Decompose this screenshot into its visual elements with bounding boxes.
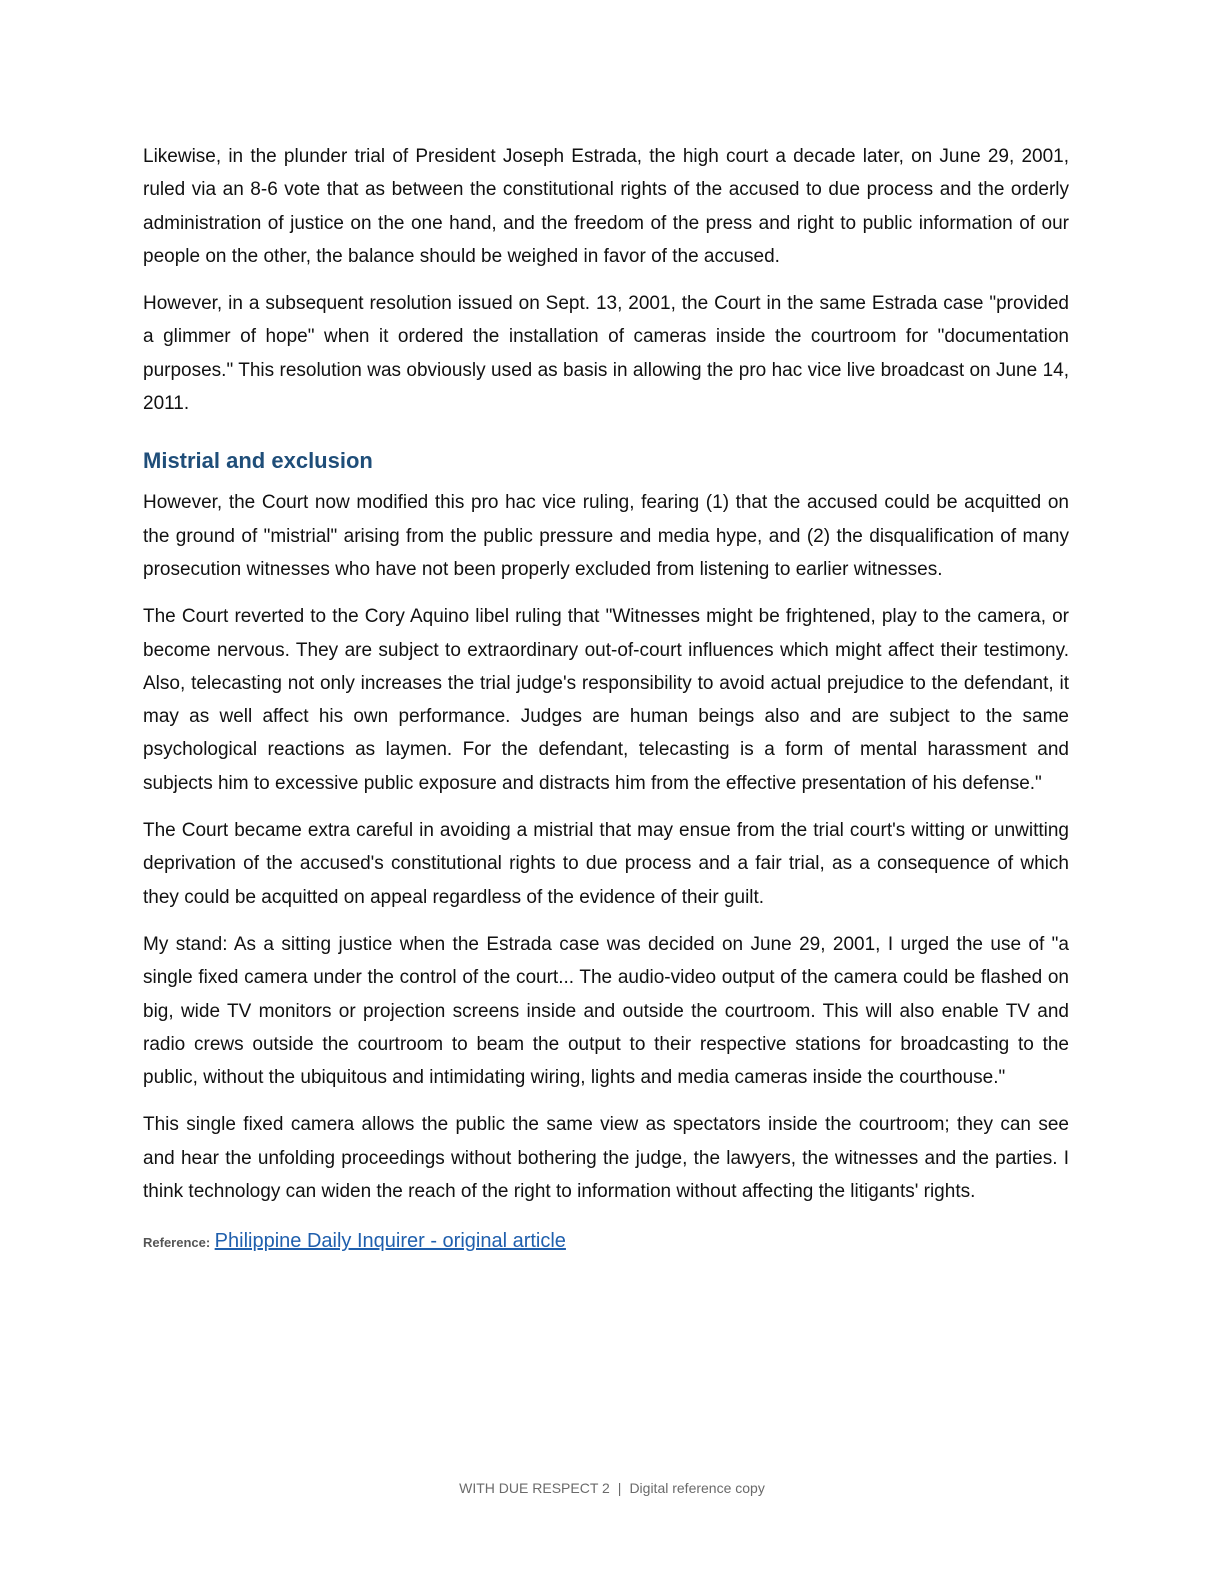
reference-link[interactable]: Philippine Daily Inquirer - original article: [214, 1230, 566, 1253]
paragraph-single-fixed-camera: This single fixed camera allows the public the same view as spectators inside the courtroom; they can see and hear the unfolding proceedings without bothering the judge, the lawyers, the witnesses and the parties. I think technology can widen the reach of the right to information without affecting the litigants' rights.: [143, 1114, 1069, 1203]
paragraph-modified-ruling: However, the Court now modified this pro hac vice ruling, fearing (1) that the accused could be acquitted on the ground of "mistrial" arising from the public pressure and media hype, and (2) the disqualification of many prosecution witnesses who have not been properly excluded from listening to earlier witnesses.: [143, 492, 1069, 580]
page-footer: [0, 1478, 1224, 1498]
reference-line: [143, 1226, 1069, 1258]
paragraph-subsequent-resolution: However, in a subsequent resolution issued on Sept. 13, 2001, the Court in the same Estrada case "provided a glimmer of hope" when it ordered the installation of cameras inside the courtroom for "documentation purposes." This resolution was obviously used as basis in allowing the pro hac vice live broadcast on June 14, 2011.: [143, 293, 1069, 415]
footer-separator: |: [617, 1480, 622, 1496]
footer-subtitle: Digital reference copy: [629, 1480, 765, 1496]
section-heading: Mistrial and exclusion: [143, 448, 373, 474]
paragraph-aquino-libel-ruling: The Court reverted to the Cory Aquino libel ruling that "Witnesses might be frightened, play to the camera, or become nervous. They are subject to extraordinary out-of-court influences which might affect their testimony. Also, telecasting not only increases the trial judge's responsibility to avoid actual prejudice to the defendant, it may as well affect his own performance. Judges are human beings also and are subject to the same psychological reactions as laymen. For the defendant, telecasting is a form of mental harassment and subjects him to excessive public exposure and distracts him from the effective presentation of his defense.": [143, 606, 1069, 794]
reference-label: Reference:: [143, 1235, 211, 1251]
document-body: [143, 140, 1069, 1258]
paragraph-estrada-ruling: Likewise, in the plunder trial of President Joseph Estrada, the high court a decade later, on June 29, 2001, ruled via an 8-6 vote that as between the constitutional rights of the accused to due process and the orderly administration of justice on the one hand, and the freedom of the press and right to public information of our people on the other, the balance should be weighed in favor of the accused.: [143, 146, 1069, 267]
paragraph-avoiding-mistrial: The Court became extra careful in avoiding a mistrial that may ensue from the trial court's witting or unwitting deprivation of the accused's constitutional rights to due process and a fair trial, as a consequence of which they could be acquitted on appeal regardless of the evidence of their guilt.: [143, 820, 1069, 908]
paragraph-my-stand: My stand: As a sitting justice when the Estrada case was decided on June 29, 2001, I urged the use of "a single fixed camera under the control of the court... The audio-video output of the camera could be flashed on big, wide TV monitors or projection screens inside and outside the courtroom. This will also enable TV and radio crews outside the courtroom to beam the output to their respective stations for broadcasting to the public, without the ubiquitous and intimidating wiring, lights and media cameras inside the courthouse.": [143, 933, 1069, 1089]
footer-title: WITH DUE RESPECT 2: [459, 1480, 610, 1496]
